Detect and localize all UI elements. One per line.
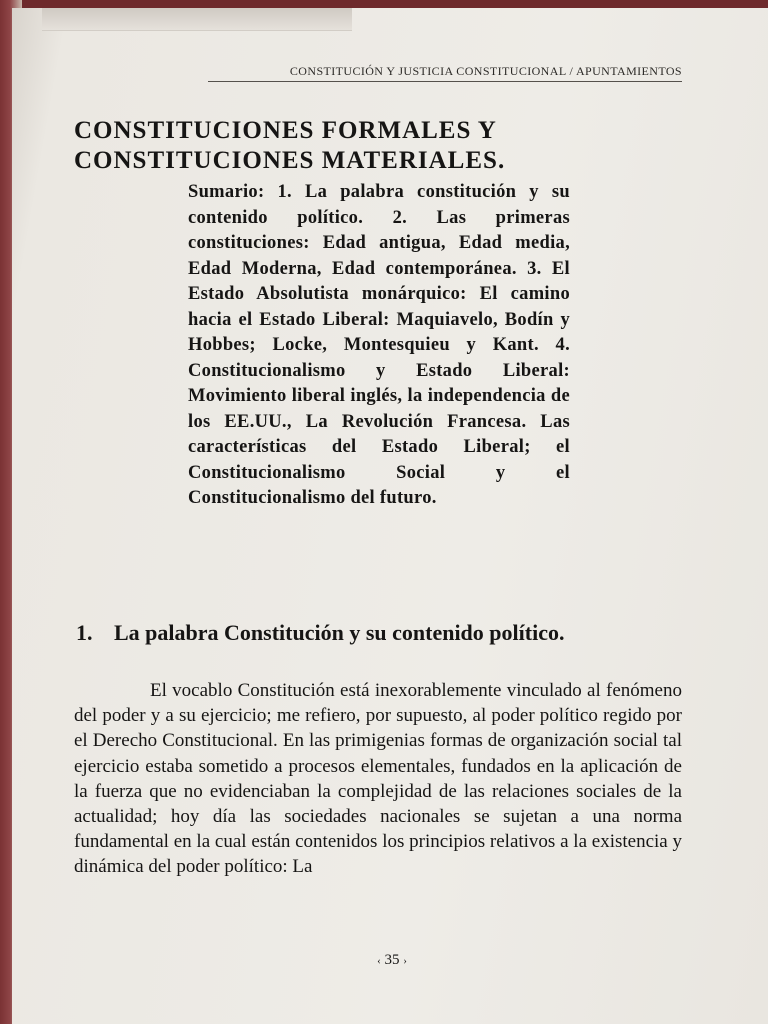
page-number-value: 35 <box>384 952 400 968</box>
page-number-right-bracket: › <box>403 955 407 967</box>
page-number-left-bracket: ‹ <box>377 955 381 967</box>
page-number <box>342 952 442 969</box>
chapter-title-line-2: CONSTITUCIONES MATERIALES. <box>74 147 506 174</box>
section-number: 1. <box>76 620 93 645</box>
body-paragraph: El vocablo Constitución está inexorablemente vinculado al fenómeno del poder y a su ejercicio; me refiero, por supuesto, al poder político regido por el Derecho Constitucional. En las primigenias formas de organización social tal ejercicio estaba sometido a procesos elementales, fundados en la aplicación de la fuerza que no evidenciaban la complejidad de las relaciones sociales de la actualidad; hoy día las sociedades nacionales se sujetan a una norma fundamental en la cual están contenidos los principios relativos a la existencia y dinámica del poder político: La <box>74 680 682 878</box>
running-head: CONSTITUCIÓN Y JUSTICIA CONSTITUCIONAL / APUNTAMIENTOS <box>289 64 682 78</box>
page-fold <box>42 8 352 31</box>
chapter-title <box>74 116 634 176</box>
chapter-title-line-1: CONSTITUCIONES FORMALES Y <box>74 117 497 144</box>
chapter-summary: Sumario: 1. La palabra constitución y su contenido político. 2. Las primeras constituciones: Edad antigua, Edad media, Edad Moderna, Edad contemporánea. 3. El Estado Absolutista monárquico: El camino hacia el Estado Liberal: Maquiavelo, Bodín y Hobbes; Locke, Montesquieu y Kant. 4. Constitucionalismo y Estado Liberal: Movimiento liberal inglés, la independencia de los EE.UU., La Revolución Francesa. Las características del Estado Liberal; el Constitucionalismo Social y el Constitucionalismo del futuro. <box>188 182 570 508</box>
section-title: La palabra Constitución y su contenido político. <box>114 620 565 645</box>
section-heading <box>76 620 666 645</box>
book-page <box>12 8 768 1024</box>
body-text <box>74 678 682 880</box>
header-rule <box>208 81 682 82</box>
